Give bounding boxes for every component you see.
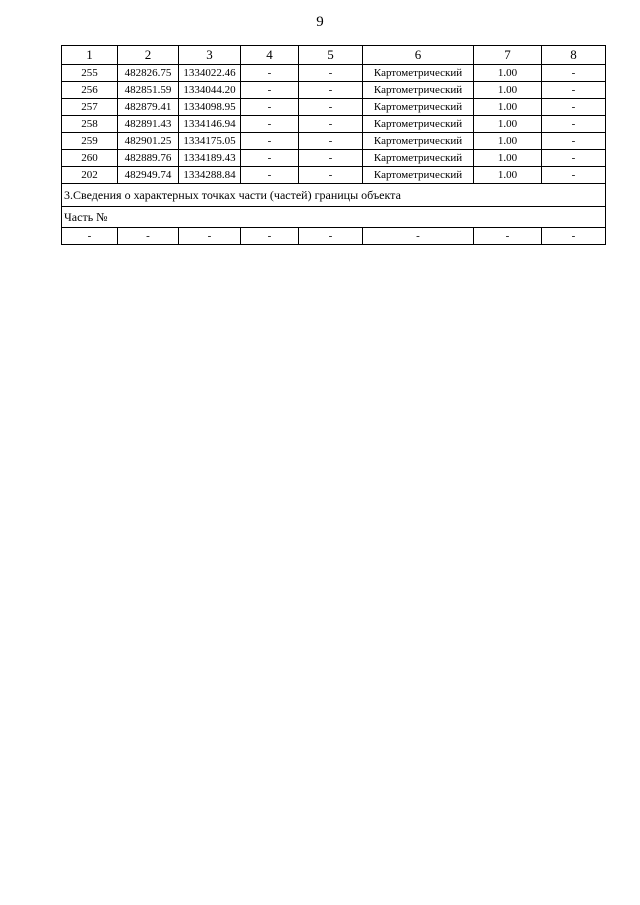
table-cell: Картометрический <box>363 133 474 150</box>
table-cell: 1.00 <box>474 133 542 150</box>
table-cell: 258 <box>62 116 118 133</box>
table-cell: - <box>299 228 363 245</box>
table-cell: - <box>363 228 474 245</box>
table-cell: 482901.25 <box>118 133 179 150</box>
table-cell: Картометрический <box>363 167 474 184</box>
header-cell: 6 <box>363 46 474 65</box>
table-cell: - <box>542 133 606 150</box>
table-cell: 1.00 <box>474 82 542 99</box>
header-cell: 8 <box>542 46 606 65</box>
table-cell: 1.00 <box>474 99 542 116</box>
coordinates-table <box>61 45 606 245</box>
table-cell: 1334146.94 <box>179 116 241 133</box>
table-cell: - <box>542 116 606 133</box>
table-cell: - <box>299 167 363 184</box>
table-cell: - <box>241 82 299 99</box>
table-cell: 202 <box>62 167 118 184</box>
table-cell: 482891.43 <box>118 116 179 133</box>
table-cell: 1.00 <box>474 116 542 133</box>
table-cell: 1334175.05 <box>179 133 241 150</box>
table-cell: 482949.74 <box>118 167 179 184</box>
table-row <box>62 65 606 82</box>
header-cell: 4 <box>241 46 299 65</box>
table-cell: 1.00 <box>474 150 542 167</box>
header-cell: 7 <box>474 46 542 65</box>
table-row <box>62 116 606 133</box>
table-row <box>62 150 606 167</box>
table-cell: - <box>299 82 363 99</box>
table-cell: - <box>241 167 299 184</box>
table-row <box>62 133 606 150</box>
table-cell: - <box>299 116 363 133</box>
page-number: 9 <box>316 14 324 30</box>
table-cell: - <box>241 65 299 82</box>
part-label-row <box>62 207 606 228</box>
table-cell: Картометрический <box>363 65 474 82</box>
header-cell: 5 <box>299 46 363 65</box>
table-cell: 1334189.43 <box>179 150 241 167</box>
table-cell: 256 <box>62 82 118 99</box>
section-title: 3.Сведения о характерных точках части (частей) границы объекта <box>62 184 606 207</box>
table-cell: - <box>241 133 299 150</box>
table-cell: - <box>179 228 241 245</box>
table-cell: - <box>241 150 299 167</box>
table-cell: 482889.76 <box>118 150 179 167</box>
header-cell: 1 <box>62 46 118 65</box>
table-cell: - <box>299 65 363 82</box>
table-cell: 259 <box>62 133 118 150</box>
table-cell: Картометрический <box>363 116 474 133</box>
table-cell: 260 <box>62 150 118 167</box>
header-cell: 3 <box>179 46 241 65</box>
table-row <box>62 99 606 116</box>
part-label: Часть № <box>62 207 606 228</box>
table-cell: - <box>118 228 179 245</box>
table-cell: - <box>299 150 363 167</box>
table-header-row <box>62 46 606 65</box>
table-cell: 1334022.46 <box>179 65 241 82</box>
table-row <box>62 82 606 99</box>
table-cell: - <box>299 99 363 116</box>
table-cell: - <box>241 116 299 133</box>
table-cell: 255 <box>62 65 118 82</box>
table-cell: 482851.59 <box>118 82 179 99</box>
table-cell: 1334288.84 <box>179 167 241 184</box>
table-cell: - <box>542 99 606 116</box>
table-cell: - <box>542 82 606 99</box>
table-cell: Картометрический <box>363 82 474 99</box>
table-cell: Картометрический <box>363 150 474 167</box>
table-cell: 1334044.20 <box>179 82 241 99</box>
table-cell: 257 <box>62 99 118 116</box>
table-cell: 1.00 <box>474 167 542 184</box>
part-data-row <box>62 228 606 245</box>
table-cell: - <box>542 65 606 82</box>
table-cell: 1.00 <box>474 65 542 82</box>
table-cell: - <box>299 133 363 150</box>
table-cell: 482826.75 <box>118 65 179 82</box>
table-row <box>62 167 606 184</box>
section-title-row <box>62 184 606 207</box>
table-cell: Картометрический <box>363 99 474 116</box>
table-cell: - <box>542 228 606 245</box>
table-cell: 482879.41 <box>118 99 179 116</box>
table-cell: - <box>241 228 299 245</box>
table-cell: 1334098.95 <box>179 99 241 116</box>
table-cell: - <box>241 99 299 116</box>
table-cell: - <box>62 228 118 245</box>
header-cell: 2 <box>118 46 179 65</box>
table-cell: - <box>474 228 542 245</box>
table-cell: - <box>542 150 606 167</box>
table-cell: - <box>542 167 606 184</box>
